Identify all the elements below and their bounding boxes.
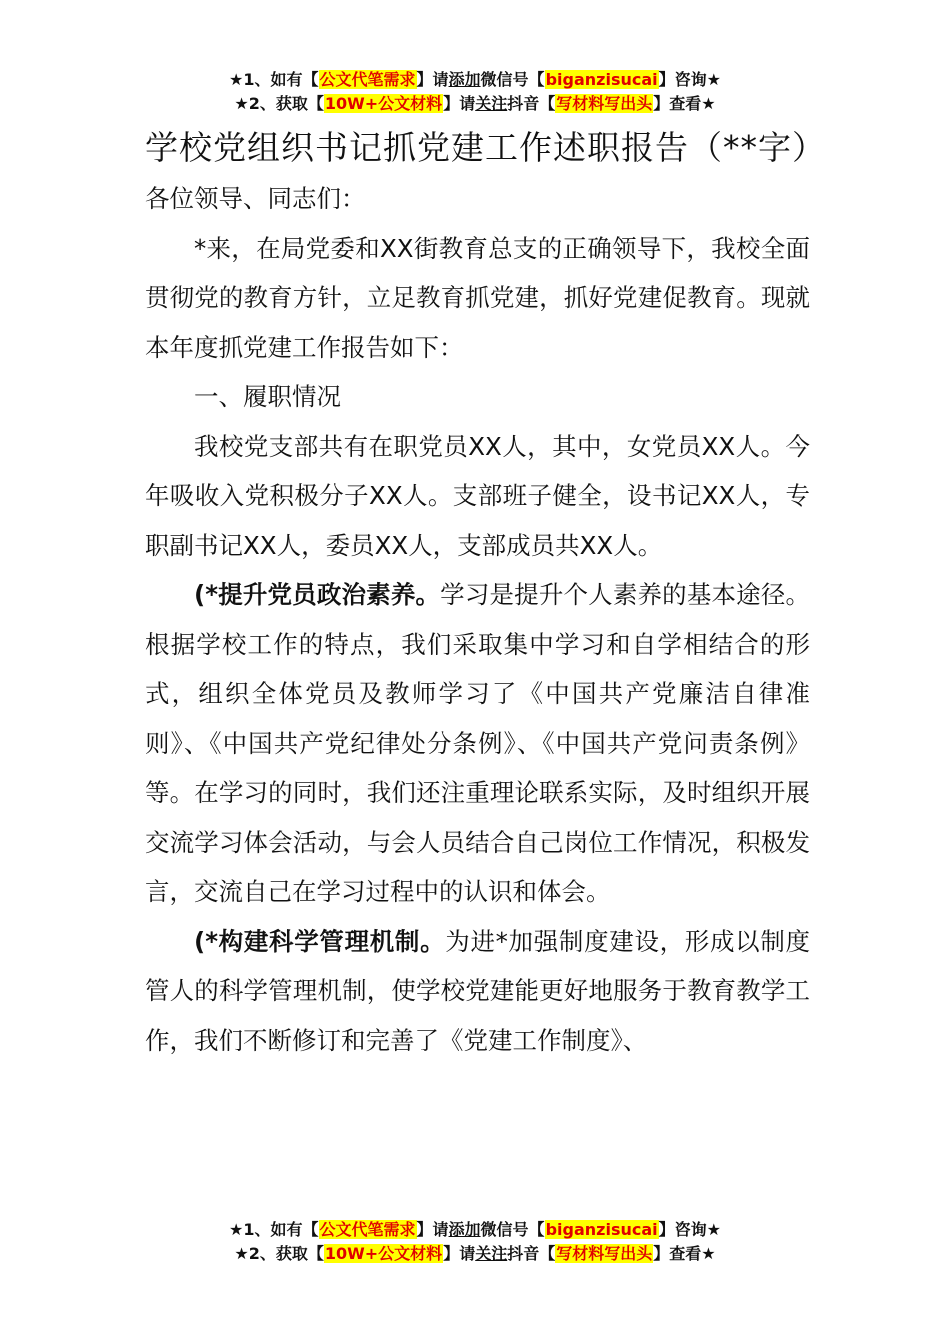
banner-line-2 (0, 1242, 950, 1266)
banner-highlight: 写材料写出头 (556, 1244, 653, 1263)
salutation: 各位领导、同志们： (145, 184, 366, 213)
section-heading: 一、履职情况 (194, 382, 341, 411)
banner-text: 抖音【 (507, 1244, 556, 1263)
banner-line-1 (0, 68, 950, 92)
banner-underline: 关注 (475, 1244, 508, 1263)
banner-text: 】咨询★ (658, 70, 721, 89)
banner-underline: 关注 (475, 94, 508, 113)
header-banner (0, 68, 950, 116)
item-paragraph-2 (145, 917, 810, 1066)
banner-highlight: 公文代笔需求 (319, 70, 416, 89)
item-text: 为进*加强制度建设，形成以制度管人的科学管理机制，使学校党建能更好地服务于教育教学工作，我们不断修订和完善了《党建工作制度》、 (145, 926, 810, 1055)
banner-text: ★1、如有【 (229, 70, 319, 89)
banner-underline: 添加 (448, 70, 481, 89)
document-title: 学校党组织书记抓党建工作述职报告（**字） (145, 128, 826, 167)
item-lead: (*提升党员政治素养。 (194, 580, 441, 609)
banner-highlight: biganzisucai (545, 1220, 658, 1239)
banner-highlight: 公文代笔需求 (319, 1220, 416, 1239)
item-text: 学习是提升个人素养的基本途径。根据学校工作的特点，我们采取集中学习和自学相结合的形式，组织全体党员及教师学习了《中国共产党廉洁自律准则》、《中国共产党纪律处分条例》、《中国共产党问责条例》等。在学习的同时，我们还注重理论联系实际，及时组织开展交流学习体会活动，与会人员结合自己岗位工作情况，积极发言，交流自己在学习过程中的认识和体会。 (145, 580, 810, 906)
banner-text: ★1、如有【 (229, 1220, 319, 1239)
banner-highlight: 10W+公文材料 (324, 94, 443, 113)
banner-underline: 添加 (448, 1220, 481, 1239)
banner-highlight: 写材料写出头 (556, 94, 653, 113)
section-paragraph: 我校党支部共有在职党员XX人，其中，女党员XX人。今年吸收入党积极分子XX人。支部班子健全，设书记XX人，专职副书记XX人，委员XX人，支部成员共XX人。 (145, 431, 810, 560)
banner-text: 】请 (416, 1220, 449, 1239)
banner-text: 抖音【 (507, 94, 556, 113)
banner-text: 微信号【 (480, 70, 545, 89)
banner-text: 】查看★ (653, 1244, 716, 1263)
banner-line-2 (0, 92, 950, 116)
item-lead: (*构建科学管理机制。 (194, 926, 446, 956)
banner-text: 】咨询★ (658, 1220, 721, 1239)
banner-text: ★2、获取【 (234, 94, 324, 113)
document-body (145, 122, 826, 1065)
banner-highlight: 10W+公文材料 (324, 1244, 443, 1263)
footer-banner (0, 1218, 950, 1266)
banner-text: 】请 (416, 70, 449, 89)
banner-text: 】请 (443, 1244, 476, 1263)
banner-highlight: biganzisucai (545, 70, 658, 89)
banner-text: 】请 (443, 94, 476, 113)
item-paragraph-1 (145, 570, 810, 917)
banner-text: ★2、获取【 (234, 1244, 324, 1263)
banner-line-1 (0, 1218, 950, 1242)
intro-paragraph: *来，在局党委和XX街教育总支的正确领导下，我校全面贯彻党的教育方针，立足教育抓党建，抓好党建促教育。现就本年度抓党建工作报告如下： (145, 233, 810, 362)
banner-text: 】查看★ (653, 94, 716, 113)
banner-text: 微信号【 (480, 1220, 545, 1239)
